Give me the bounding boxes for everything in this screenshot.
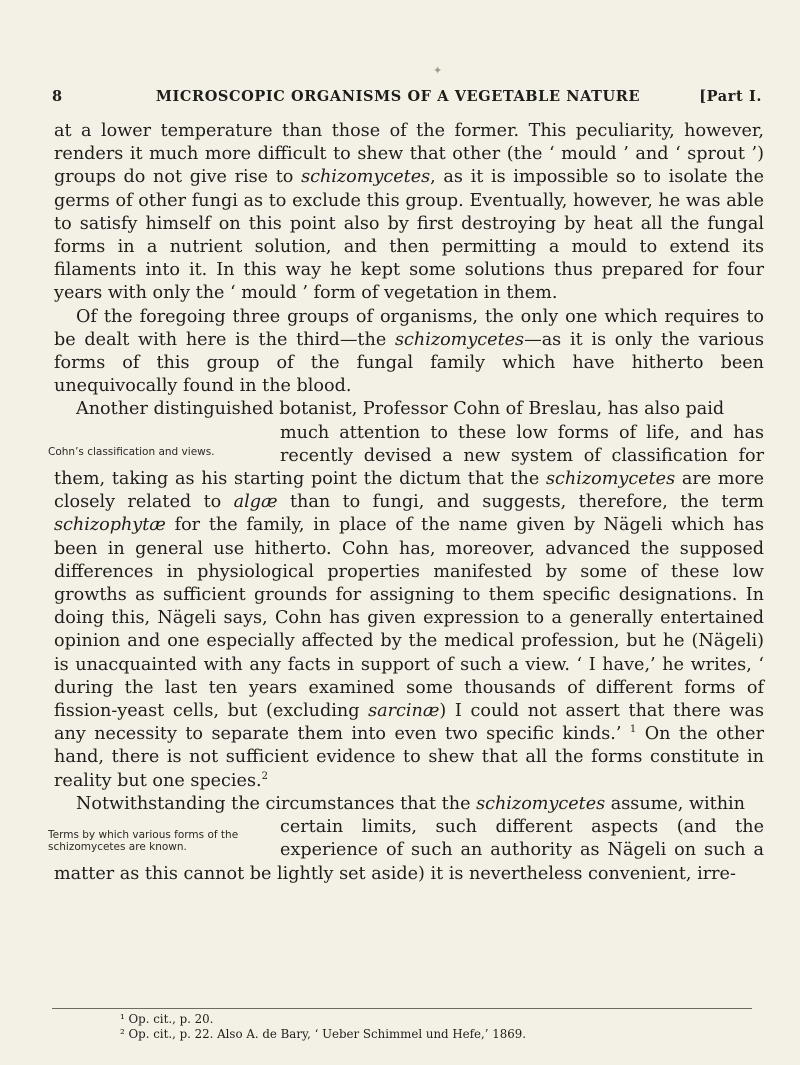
running-title: MICROSCOPIC ORGANISMS OF A VEGETABLE NATURE <box>155 88 641 105</box>
footnote-rule <box>52 1008 752 1009</box>
body-text <box>48 120 764 886</box>
page-number: 8 <box>52 88 63 105</box>
paragraph: Notwithstanding the circumstances that the schizomycetes assume, within Terms by which various forms of the schizomycetes are known. certain limits, such different aspects (and the experience of such an authority as Nägeli on such a matter as this cannot be lightly set aside) it is nevertheless convenient, irre- <box>48 793 764 884</box>
part-label: [Part I. <box>699 88 762 105</box>
paragraph: Of the foregoing three groups of organisms, the only one which requires to be dealt with here is the third—the schizomycetes—as it is only the various forms of this group of the fungal family which have hitherto been unequivocally found in the blood. <box>54 306 764 397</box>
footnote: ¹ Op. cit., p. 20. <box>120 1012 214 1026</box>
printer-mark: ✦ <box>433 64 443 77</box>
paragraph: at a lower temperature than those of the former. This peculiarity, however, renders it much more difficult to shew that other (the ‘ mould ’ and ‘ sprout ’) groups do not give rise to schizomycetes, as it is impossible so to isolate the germs of other fungi as to exclude this group. Eventually, however, he was able to satisfy himself on this point also by first destroying by heat all the fungal forms in a nutrient solution, and then permitting a mould to extend its filaments into it. In this way he kept some solutions thus prepared for four years with only the ‘ mould ’ form of vegetation in them. <box>54 121 764 304</box>
paragraph: Another distinguished botanist, Professor Cohn of Breslau, has also paid Cohn’s classification and views. much attention to these low forms of life, and has recently devised a new system of classification for them, taking as his starting point the dictum that the schizomycetes are more closely related to algæ than to fungi, and suggests, therefore, the term schizophytæ for the family, in place of the name given by Nägeli which has been in general use hitherto. Cohn has, moreover, advanced the supposed differences in physiological properties manifested by some of these low growths as sufficient grounds for assigning to them specific designations. In doing this, Nägeli says, Cohn has given expression to a generally entertained opinion and one especially affected by the medical profession, but he (Nägeli) is unacquainted with any facts in support of such a view. ‘ I have,’ he writes, ‘ during the last ten years examined some thousands of different forms of fission-yeast cells, but (excluding sarcinæ) I could not assert that there was any necessity to separate them into even two specific kinds.’ $^1$ On the other hand, there is not sufficient evidence to shew that all the forms constitute in reality but one species.$^2$ <box>48 399 764 791</box>
sidenote: Terms by which various forms of the schizomycetes are known. <box>48 829 239 854</box>
running-header <box>52 88 762 114</box>
sidenote: Cohn’s classification and views. <box>48 445 215 458</box>
footnotes <box>120 1012 760 1042</box>
footnote: ² Op. cit., p. 22. Also A. de Bary, ‘ Ueber Schimmel und Hefe,’ 1869. <box>120 1027 526 1041</box>
